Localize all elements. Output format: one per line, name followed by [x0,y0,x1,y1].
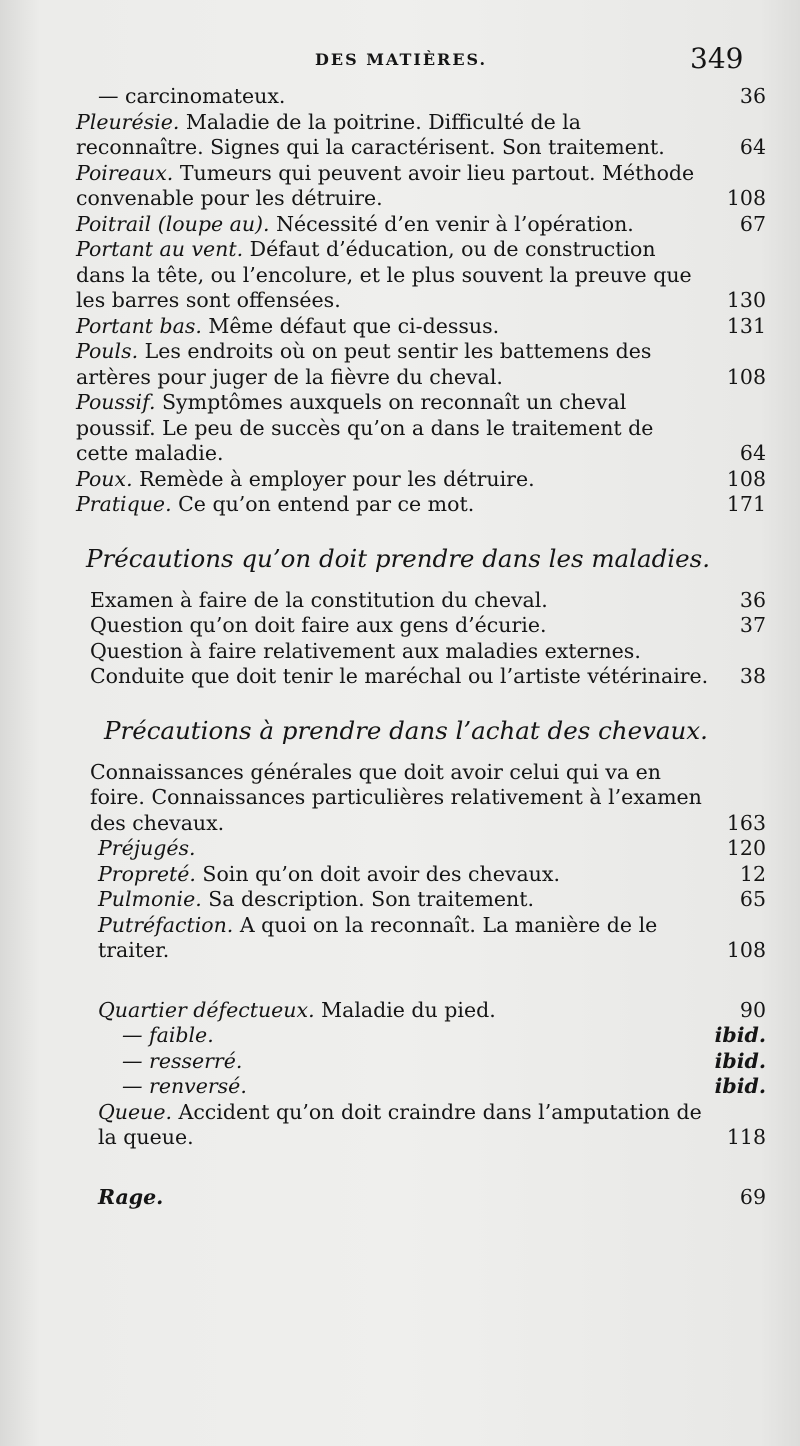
entry-page-ref: 64 [739,135,766,159]
item-text: Question qu’on doit faire aux gens d’écurie. [90,613,547,637]
index-entry [0,1049,800,1075]
index-entry [0,314,800,340]
entry-description: Accident qu’on doit craindre dans l’amputation de la queue. [98,1099,702,1149]
entry-page-ref: 69 [739,1184,766,1209]
entry-page-ref: ibid. [714,1074,766,1098]
entry-page-ref: 38 [739,664,766,688]
section-heading: Précautions qu’on doit prendre dans les maladies. [86,543,710,573]
entry-term: Portant au vent. [76,237,244,261]
entry-page-ref: 65 [739,887,766,911]
entry-term: Poussif. [76,390,156,414]
index-entry [0,862,800,888]
index-entry [0,467,800,493]
entry-description: Tumeurs qui peuvent avoir lieu partout. Méthode convenable pour les détruire. [76,160,695,210]
entry-description: Soin qu’on doit avoir des chevaux. [195,861,560,886]
entry-page-ref: 64 [739,441,766,465]
entry-page-ref: 36 [739,587,766,612]
entry-term: Queue. [98,1099,172,1124]
index-entry [0,887,800,913]
item-text: Conduite que doit tenir le maréchal ou l’artiste vétérinaire. [90,664,709,688]
running-title: DES MATIÈRES. [315,50,488,69]
entry-term: Putréfaction. [98,912,234,937]
entry-description: Nécessité d’en venir à l’opération. [269,211,634,236]
entry-page-ref: 108 [726,466,766,491]
entry-page-ref: 130 [726,288,766,312]
entry-page-ref: 67 [739,211,766,236]
index-entry [0,836,800,862]
index-entry [0,913,800,964]
index-entry [0,1100,800,1151]
index-entry [0,998,800,1024]
entry-page-ref: 108 [726,938,766,962]
section-item [0,664,800,690]
entry-description: Maladie de la poitrine. Difficulté de la reconnaître. Signes qui la caractérisent. Son traitement. [76,109,665,159]
entry-page-ref: 90 [739,997,766,1022]
entry-term: Quartier défectueux. [98,997,315,1022]
entry-page-ref: 108 [726,186,766,210]
section-heading: Précautions à prendre dans l’achat des chevaux. [104,715,708,745]
entry-term: Pulmonie. [98,887,202,911]
item-text: Question à faire relativement aux maladies externes. [90,638,641,663]
entry-page-ref: 36 [739,84,766,108]
item-text: Examen à faire de la constitution du cheval. [90,587,548,612]
entry-description: Symptômes auxquels on reconnaît un cheval poussif. Le peu de succès qu’on a dans le traitement de cette maladie. [76,390,654,465]
index-content [0,84,800,1210]
entry-page-ref: 120 [726,836,766,860]
entry-term: — resserré. [122,1048,243,1073]
page-header [0,40,800,80]
entry-page-ref: 118 [726,1125,766,1149]
index-entry [0,110,800,161]
entry-description: Sa description. Son traitement. [201,887,534,911]
index-entry [0,237,800,314]
entry-description: Maladie du pied. [314,997,496,1022]
entry-term: Rage. [98,1184,164,1209]
entry-description: Les endroits où on peut sentir les battemens des artères pour juger de la fièvre du cheval. [76,339,652,389]
index-entry [0,1074,800,1100]
index-entry [0,339,800,390]
entry-term: Pratique. [76,492,172,516]
entry-page-ref: 163 [726,810,766,835]
entry-description: Ce qu’on entend par ce mot. [171,492,475,516]
entry-description: — carcinomateux. [98,84,286,108]
item-text: Connaissances générales que doit avoir celui qui va en foire. Connaissances particulières relativement à l’examen des chevaux. [90,759,702,835]
entry-term: Pouls. [76,339,139,363]
entry-term: Pleurésie. [76,109,180,134]
entry-page-ref: 12 [739,861,766,886]
entry-page-ref: 131 [726,313,766,338]
entry-term: Poux. [76,466,133,491]
index-entry [0,1185,800,1211]
index-entry [0,212,800,238]
entry-page-ref: 108 [726,364,766,389]
entry-page-ref: 171 [726,492,766,516]
entry-page-ref: ibid. [714,1048,766,1073]
section-item [0,639,800,665]
entry-term: Préjugés. [98,836,196,860]
entry-page-ref: 37 [739,613,766,637]
section-item [0,588,800,614]
index-entry [0,161,800,212]
entry-description: Même défaut que ci-dessus. [201,313,500,338]
entry-term: — faible. [122,1023,214,1047]
entry-description: A quoi on la reconnaît. La manière de le traiter. [98,912,658,962]
entry-term: Propreté. [98,861,196,886]
index-entry [0,492,800,518]
page-number: 349 [690,42,744,75]
entry-term: — renversé. [122,1074,247,1098]
entry-term: Poireaux. [76,160,174,185]
section-item [0,760,800,837]
index-entry [0,84,800,110]
index-entry [0,390,800,467]
entry-page-ref: ibid. [714,1023,766,1047]
index-entry [0,1023,800,1049]
section-item [0,613,800,639]
entry-description: Remède à employer pour les détruire. [132,466,535,491]
entry-term: Poitrail (loupe au). [76,211,270,236]
entry-term: Portant bas. [76,313,202,338]
entry-description: Défaut d’éducation, ou de construction dans la tête, ou l’encolure, et le plus souvent la preuve que les barres sont offensées. [76,237,692,312]
